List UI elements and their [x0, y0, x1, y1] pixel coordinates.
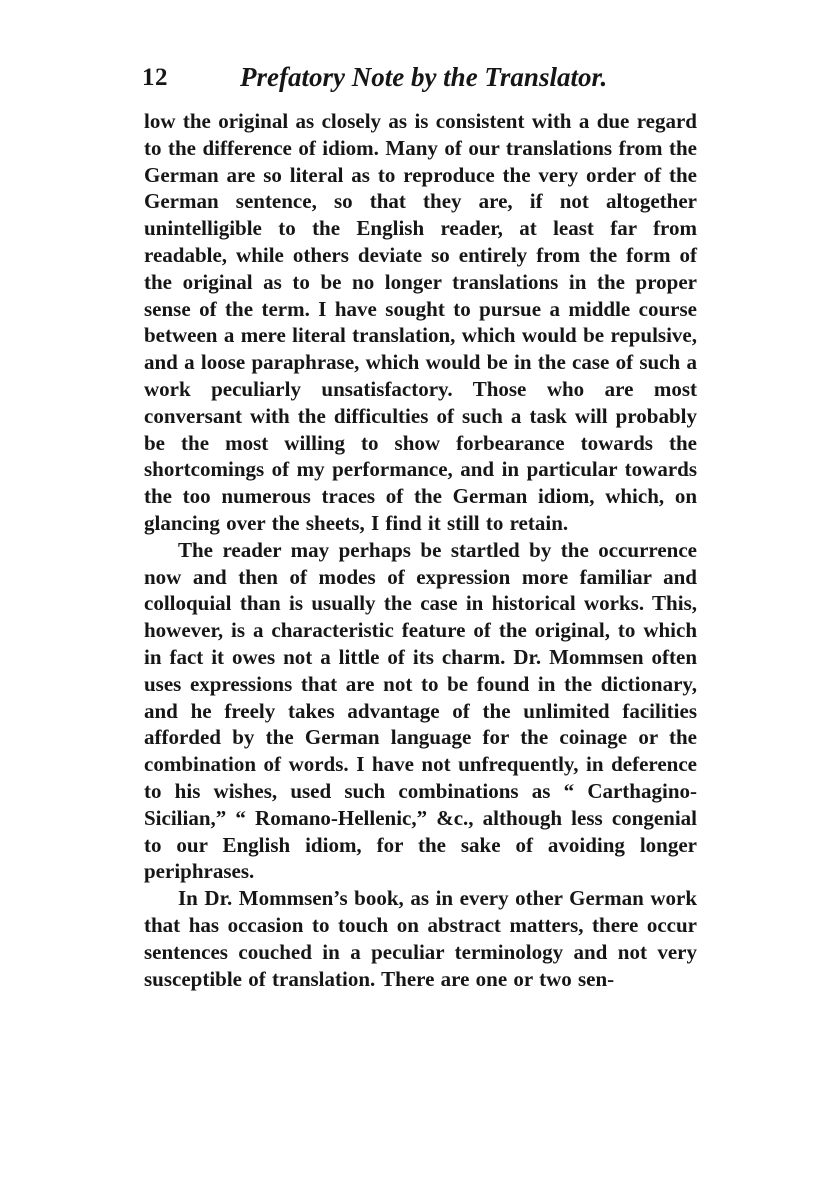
- page-header: [140, 58, 706, 98]
- page-number: 12: [142, 64, 168, 91]
- body-text: [144, 108, 697, 992]
- running-title: Prefatory Note by the Translator.: [240, 62, 608, 92]
- paragraph-continuation: low the original as closely as is consistent with a due regard to the difference of idiom. Many of our translations from the German are so literal as to reproduce the very order of the German sentence, so that they are, if not altogether unintelligible to the English reader, at least far from readable, while others deviate so entirely from the form of the original as to be no longer translations in the proper sense of the term. I have sought to pursue a middle course between a mere literal translation, which would be repulsive, and a loose paraphrase, which would be in the case of such a work peculiarly unsatisfactory. Those who are most conversant with the difficulties of such a task will probably be the most willing to show forbearance towards the shortcomings of my performance, and in particular towards the too numerous traces of the German idiom, which, on glancing over the sheets, I find it still to retain.: [144, 109, 697, 535]
- paragraph-terminology: In Dr. Mommsen’s book, as in every other German work that has occasion to touch on abstract matters, there occur sentences couched in a peculiar terminology and not very susceptible of translation. There are one or two sen-: [144, 886, 697, 991]
- paragraph-colloquial-expressions: The reader may perhaps be startled by the occurrence now and then of modes of expression more familiar and colloquial than is usually the case in historical works. This, however, is a characteristic feature of the original, to which in fact it owes not a little of its charm. Dr. Mommsen often uses expressions that are not to be found in the dictionary, and he freely takes advantage of the unlimited facilities afforded by the German language for the coinage or the combination of words. I have not unfrequently, in deference to his wishes, used such combinations as “ Carthagino-Sicilian,” “ Romano-Hellenic,” &c., although less congenial to our English idiom, for the sake of avoiding longer periphrases.: [144, 537, 697, 884]
